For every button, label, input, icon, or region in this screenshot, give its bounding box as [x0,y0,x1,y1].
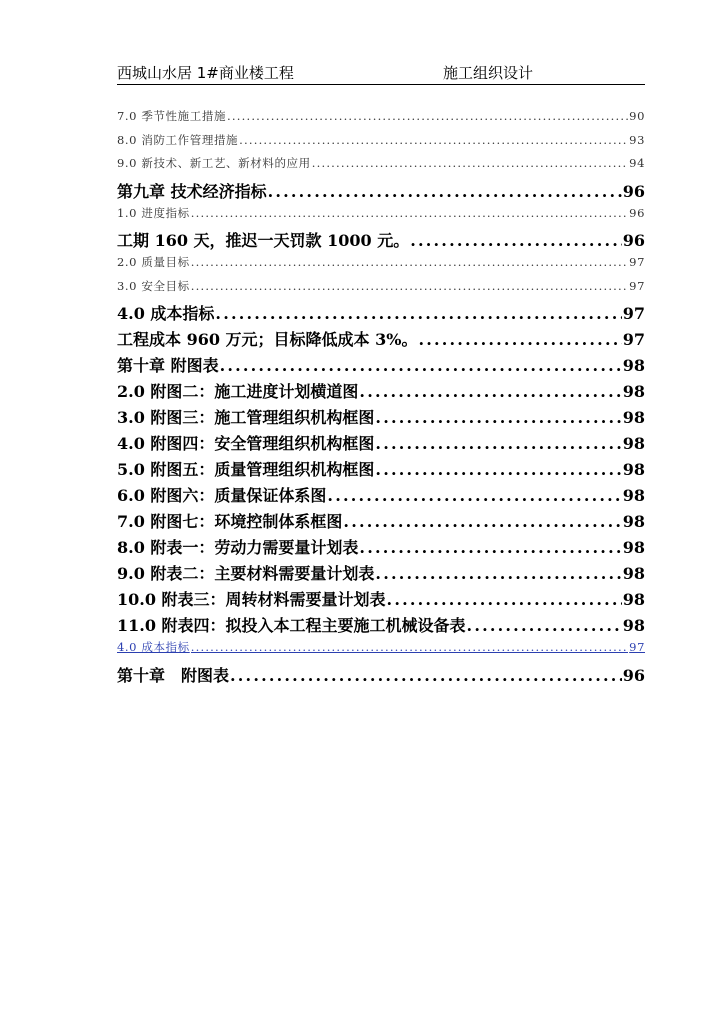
toc-entry-title: 1.0 进度指标 [117,205,190,220]
toc-leader-dots [343,512,621,531]
toc-page-number: 98 [622,434,645,453]
toc-leader-dots [191,640,628,654]
toc-entry[interactable] [117,457,645,483]
toc-entry-title: 9.0 新技术、新工艺、新材料的应用 [117,156,311,170]
header-document-type: 施工组织设计 [443,64,534,82]
toc-leader-dots [359,382,621,401]
toc-leader-dots [191,255,628,269]
toc-entry[interactable] [117,228,645,254]
toc-page-number: 94 [629,156,645,170]
toc-leader-dots [191,279,628,293]
toc-leader-dots [268,182,622,201]
toc-entry[interactable] [117,108,645,132]
toc-leader-dots [375,460,621,479]
toc-entry-title: 7.0 季节性施工措施 [117,109,227,123]
toc-entry[interactable] [117,301,645,327]
toc-page-number: 98 [622,616,645,635]
toc-entry[interactable] [117,353,645,379]
toc-entry[interactable] [117,587,645,613]
toc-page-number: 98 [622,408,645,427]
toc-entry[interactable] [117,483,645,509]
toc-leader-dots [387,590,622,609]
toc-entry-title: 6.0 附图六：质量保证体系图 [117,486,327,505]
toc-entry-title: 3.0 安全目标 [117,278,190,293]
toc-entry-title: 10.0 附表三：周转材料需要量计划表 [117,590,386,609]
toc-entry-title: 工期 160 天，推迟一天罚款 1000 元。 [117,231,410,250]
toc-leader-dots [418,330,621,349]
toc-entry[interactable] [117,561,645,587]
toc-page-number: 98 [622,460,645,479]
toc-entry-title: 工程成本 960 万元；目标降低成本 3%。 [117,330,418,349]
toc-leader-dots [327,486,621,505]
toc-leader-dots [220,356,622,375]
toc-page-number: 98 [622,382,645,401]
toc-leader-dots [191,206,628,220]
toc-entry-title: 2.0 质量目标 [117,255,190,269]
toc-entry-title: 8.0 附表一：劳动力需要量计划表 [117,538,359,557]
toc-entry[interactable] [117,405,645,431]
toc-entry-title: 第九章 技术经济指标 [117,181,267,201]
toc-leader-dots [375,408,621,427]
toc-entry[interactable] [117,509,645,535]
toc-leader-dots [312,156,628,170]
toc-page-number: 98 [622,564,645,583]
toc-page-number: 98 [622,590,645,609]
toc-page-number: 96 [622,665,645,685]
toc-page-number: 98 [622,512,645,531]
toc-entry-title: 5.0 附图五：质量管理组织机构框图 [117,460,375,479]
toc-entry-title: 4.0 成本指标 [117,304,215,323]
toc-leader-dots [467,616,622,635]
toc-entry-title: 第十章 附图表 [117,665,230,685]
toc-entry-title: 4.0 附图四：安全管理组织机构框图 [117,434,375,453]
toc-page-number: 96 [629,205,645,220]
toc-leader-dots [215,304,621,323]
toc-leader-dots [359,538,621,557]
toc-leader-dots [239,133,628,147]
toc-page-number: 97 [622,304,645,323]
toc-entry[interactable] [117,278,645,302]
toc-entry-title: 3.0 附图三：施工管理组织机构框图 [117,408,375,427]
toc-entry-title: 2.0 附图二：施工进度计划横道图 [117,382,359,401]
header-project-name: 西城山水居 1#商业楼工程 [117,64,294,82]
toc-entry-title: 7.0 附图七：环境控制体系框图 [117,512,343,531]
toc-page-number: 97 [629,640,645,654]
toc-leader-dots [375,434,621,453]
toc-page-number: 97 [629,255,645,269]
header-rule [117,84,645,85]
toc-leader-dots [230,666,622,685]
toc-leader-dots [375,564,621,583]
toc-entry[interactable] [117,535,645,561]
toc-entry[interactable] [117,379,645,405]
toc-entry[interactable] [117,663,645,689]
toc-entry[interactable] [117,179,645,205]
toc-entry-title: 第十章 附图表 [117,356,219,375]
toc-entry-title: 11.0 附表四：拟投入本工程主要施工机械设备表 [117,616,466,635]
toc-entry[interactable] [117,155,645,179]
toc-entry[interactable] [117,254,645,278]
toc-page-number: 97 [622,330,645,349]
page-header [117,58,645,84]
toc-page-number: 97 [629,278,645,293]
toc-entry[interactable] [117,205,645,229]
table-of-contents [117,108,645,689]
toc-entry-title: 4.0 成本指标 [117,640,190,654]
toc-page-number: 98 [622,486,645,505]
toc-page-number: 90 [629,109,645,123]
toc-entry[interactable] [117,613,645,639]
toc-entry[interactable] [117,132,645,156]
toc-leader-dots [410,231,622,250]
toc-leader-dots [227,109,628,123]
toc-entry[interactable] [117,431,645,457]
toc-page-number: 98 [622,356,645,375]
toc-entry-title: 8.0 消防工作管理措施 [117,132,239,147]
toc-entry[interactable] [117,327,645,353]
toc-page-number: 96 [622,231,645,250]
toc-page-number: 96 [622,181,645,201]
toc-page-number: 98 [622,538,645,557]
toc-page-number: 93 [629,132,645,147]
toc-entry-title: 9.0 附表二：主要材料需要量计划表 [117,564,375,583]
toc-entry-link[interactable] [117,639,645,663]
